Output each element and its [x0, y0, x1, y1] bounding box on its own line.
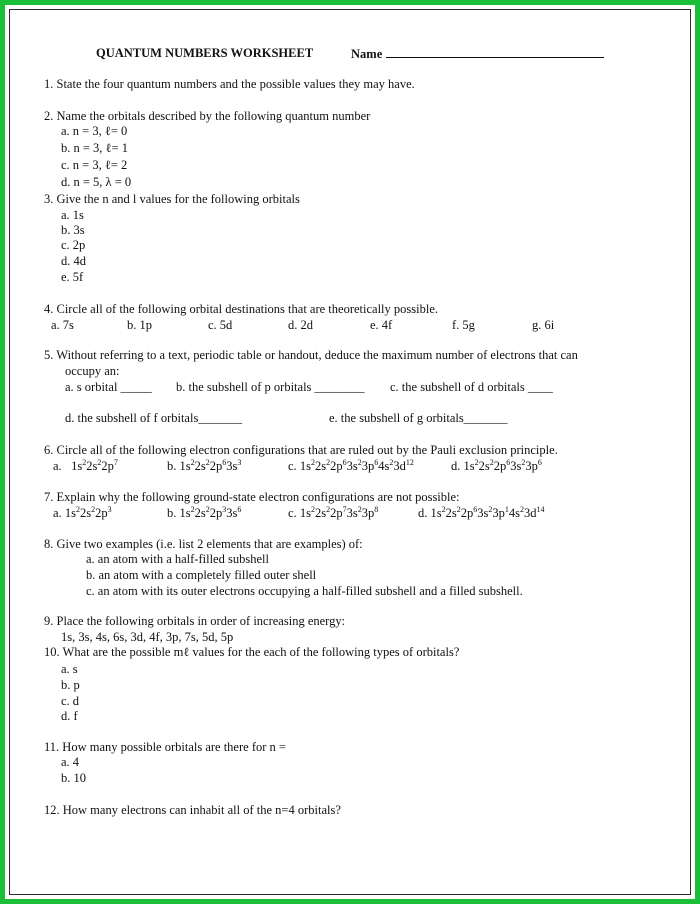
- q6-option-b[interactable]: b. $1s^22s^22p^63s^3$: [167, 458, 242, 473]
- q10-item-b: b. p: [61, 678, 80, 692]
- q7-config-c: c. $1s^22s^22p^73s^23p^8$: [288, 505, 379, 520]
- question-4: 4. Circle all of the following orbital destinations that are theoretically possible.: [44, 302, 438, 316]
- q6-option-a[interactable]: a. $1s^22s^22p^7$: [53, 458, 118, 473]
- question-1: 1. State the four quantum numbers and the possible values they may have.: [44, 77, 415, 91]
- question-3: 3. Give the n and l values for the following orbitals: [44, 192, 300, 206]
- q3-item-b: b. 3s: [61, 223, 85, 237]
- q5-item-b: b. the subshell of p orbitals ________: [176, 380, 365, 394]
- question-10: 10. What are the possible mℓ values for the each of the following types of orbitals?: [44, 645, 460, 659]
- question-5-cont: occupy an:: [65, 364, 120, 378]
- q5-item-e: e. the subshell of g orbitals_______: [329, 411, 508, 425]
- question-8: 8. Give two examples (i.e. list 2 elements that are examples) of:: [44, 537, 363, 551]
- q2-item-c: c. n = 3, ℓ= 2: [61, 158, 128, 172]
- q7-config-b: b. $1s^22s^22p^33s^6$: [167, 505, 242, 520]
- q3-item-a: a. 1s: [61, 208, 84, 222]
- question-5: 5. Without referring to a text, periodic table or handout, deduce the maximum number of electrons that can: [44, 348, 578, 362]
- q5-item-a: a. s orbital _____: [65, 380, 152, 394]
- q4-option-f[interactable]: f. 5g: [452, 318, 475, 332]
- q2-item-d: d. n = 5, λ = 0: [61, 175, 132, 189]
- name-field[interactable]: [351, 46, 604, 62]
- q7-label-a: a.: [53, 506, 62, 520]
- q4-option-a[interactable]: a. 7s: [51, 318, 74, 332]
- question-6: 6. Circle all of the following electron configurations that are ruled out by the Pauli exclusion principle.: [44, 443, 558, 457]
- q5-item-d: d. the subshell of f orbitals_______: [65, 411, 243, 425]
- q6-option-d[interactable]: d. $1s^22s^22p^63s^23p^6$: [451, 458, 542, 473]
- q10-item-d: d. f: [61, 709, 78, 723]
- question-2: 2. Name the orbitals described by the following quantum number: [44, 109, 371, 123]
- q10-item-c: c. d: [61, 694, 80, 708]
- q5-item-c: c. the subshell of d orbitals ____: [390, 380, 553, 394]
- question-11: 11. How many possible orbitals are there for n =: [44, 740, 286, 754]
- q8-item-c: c. an atom with its outer electrons occupying a half-filled subshell and a filled subshell.: [86, 584, 523, 598]
- q7-label-d: d.: [418, 506, 428, 520]
- name-blank[interactable]: [386, 46, 604, 58]
- q3-item-c: c. 2p: [61, 238, 86, 252]
- q6-label-a: a.: [53, 459, 62, 473]
- q4-option-g[interactable]: g. 6i: [532, 318, 555, 332]
- question-7: 7. Explain why the following ground-state electron configurations are not possible:: [44, 490, 460, 504]
- q7-label-c: c.: [288, 506, 297, 520]
- q4-option-d[interactable]: d. 2d: [288, 318, 313, 332]
- q7-config-d: d. $1s^22s^22p^63s^23p^14s^23d^{14}$: [418, 505, 545, 520]
- q11-item-a: a. 4: [61, 755, 80, 769]
- q4-option-b[interactable]: b. 1p: [127, 318, 152, 332]
- q7-label-b: b.: [167, 506, 177, 520]
- q8-item-a: a. an atom with a half-filled subshell: [86, 552, 269, 566]
- q6-label-d: d.: [451, 459, 461, 473]
- question-9: 9. Place the following orbitals in order of increasing energy:: [44, 614, 346, 628]
- q3-item-e: e. 5f: [61, 270, 84, 284]
- q4-option-c[interactable]: c. 5d: [208, 318, 233, 332]
- q4-option-e[interactable]: e. 4f: [370, 318, 393, 332]
- name-label: Name: [351, 47, 383, 61]
- q6-label-c: c.: [288, 459, 297, 473]
- q6-label-b: b.: [167, 459, 177, 473]
- q8-item-b: b. an atom with a completely filled outer shell: [86, 568, 317, 582]
- question-12: 12. How many electrons can inhabit all of the n=4 orbitals?: [44, 803, 341, 817]
- q7-config-a: a. $1s^22s^22p^3$: [53, 505, 112, 520]
- q11-item-b: b. 10: [61, 771, 86, 785]
- q10-item-a: a. s: [61, 662, 78, 676]
- q3-item-d: d. 4d: [61, 254, 86, 268]
- q6-option-c[interactable]: c. $1s^22s^22p^63s^23p^64s^23d^{12}$: [288, 458, 414, 473]
- q9-orbital-list: 1s, 3s, 4s, 6s, 3d, 4f, 3p, 7s, 5d, 5p: [61, 630, 234, 644]
- q2-item-b: b. n = 3, ℓ= 1: [61, 141, 128, 155]
- worksheet-title: QUANTUM NUMBERS WORKSHEET: [96, 46, 314, 60]
- q2-item-a: a. n = 3, ℓ= 0: [61, 124, 128, 138]
